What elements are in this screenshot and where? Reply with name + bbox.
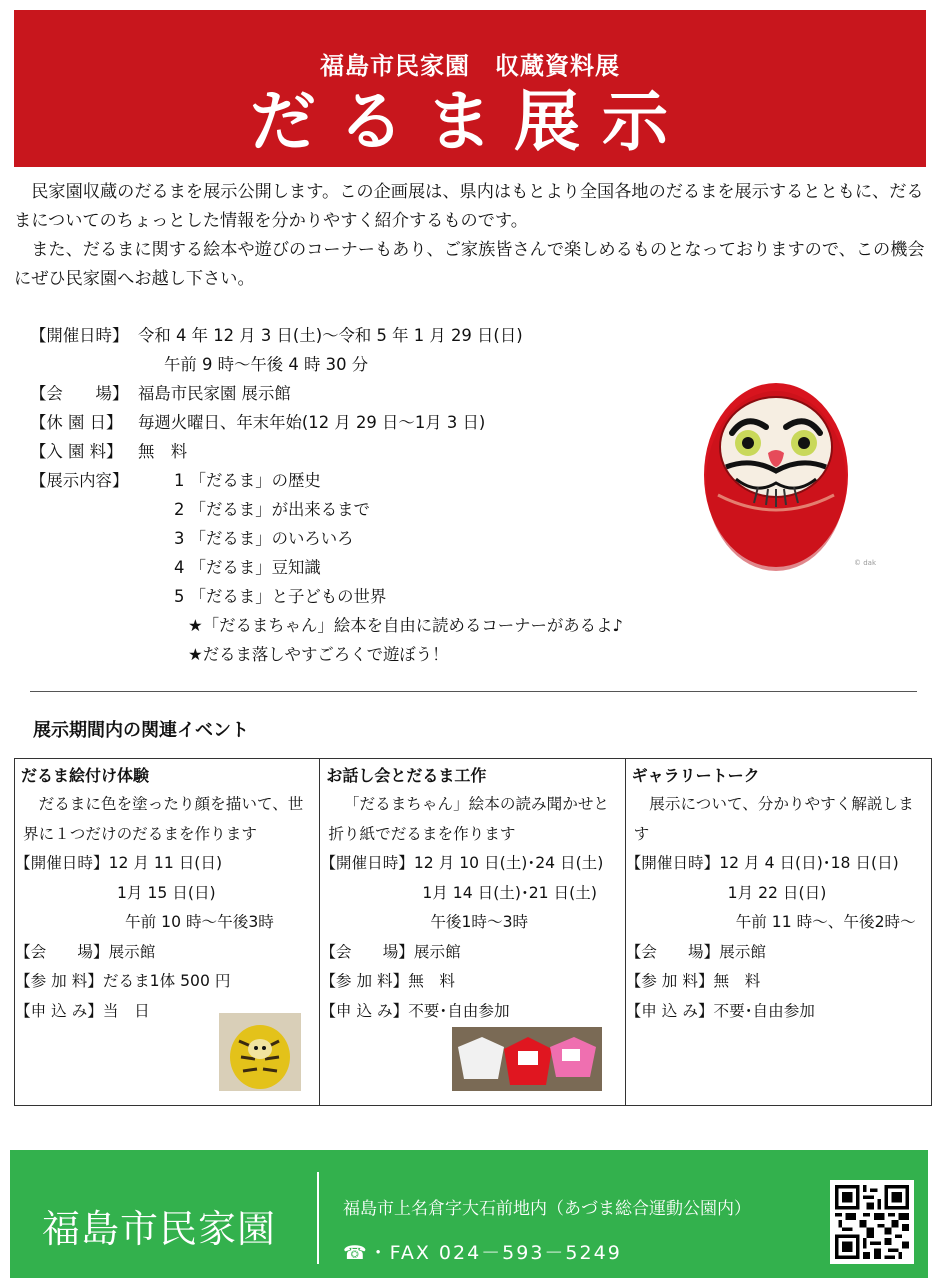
- event-venue: 【会 場】展示館: [320, 942, 461, 961]
- intro-paragraph-1: 民家園収蔵のだるまを展示公開します。この企画展は、県内はもとより全国各地のだるまを展示するとともに、だるまについてのちょっとした情報を分かりやすく紹介するものです。: [14, 182, 924, 231]
- banner-title: だるま展示: [250, 83, 690, 160]
- note-row: [30, 640, 623, 669]
- event-date: 1月 15 日(日): [117, 883, 216, 902]
- event-apply: 【申 込 み】不要･自由参加: [625, 1001, 815, 1020]
- title-banner: [14, 10, 926, 167]
- info-row-venue: [30, 379, 623, 408]
- event-card-gallery-talk: [626, 759, 931, 1105]
- intro-paragraph-2: また、だるまに関する絵本や遊びのコーナーもあり、ご家族皆さんで楽しめるものとなっておりますので、この機会にぜひ民家園へお越し下さい。: [14, 240, 925, 289]
- banner-subtitle: 福島市民家園 収蔵資料展: [320, 52, 620, 80]
- event-time: 午前 10 時～午後3時: [125, 913, 274, 931]
- origami-daruma-photo: [452, 1027, 602, 1091]
- facility-phone: ☎・FAX 024－593－5249: [343, 1242, 622, 1264]
- content-row: [30, 495, 623, 524]
- event-time: 午後1時～3時: [430, 913, 529, 931]
- note-row: [30, 611, 623, 640]
- event-time: 午前 11 時～、午後2時～: [735, 913, 916, 931]
- event-fee: 【参 加 料】だるま1体 500 円: [15, 972, 231, 990]
- event-description: 「だるまちゃん」絵本の読み聞かせと折り紙でだるまを作ります: [328, 795, 610, 843]
- events-table: [14, 758, 932, 1106]
- event-date: 1月 14 日(土)･21 日(土): [422, 883, 597, 902]
- info-label: 【会 場】: [30, 384, 129, 403]
- content-item: 1 「だるま」の歴史: [174, 471, 321, 490]
- content-item: 3 「だるま」のいろいろ: [174, 529, 354, 548]
- intro-text: [14, 178, 930, 294]
- event-title: お話し会とだるま工作: [326, 766, 487, 785]
- event-date: 【開催日時】12 月 11 日(日): [15, 854, 223, 872]
- event-card-storytime: [320, 759, 625, 1105]
- exhibition-info: [30, 321, 623, 669]
- events-heading: 展示期間内の関連イベント: [33, 720, 249, 741]
- info-value: 令和 4 年 12 月 3 日(土)～令和 5 年 1 月 29 日(日): [138, 326, 523, 345]
- facility-name: 福島市民家園: [42, 1207, 277, 1251]
- info-row-closed: [30, 408, 623, 437]
- info-row-fee: [30, 437, 623, 466]
- painted-daruma-photo: [219, 1013, 301, 1091]
- info-row-time: [30, 350, 623, 379]
- event-apply: 【申 込 み】当 日: [15, 1001, 150, 1020]
- event-title: だるま絵付け体験: [21, 766, 150, 785]
- info-row-date: [30, 321, 623, 350]
- info-row-content: [30, 466, 623, 495]
- content-item: 4 「だるま」豆知識: [174, 558, 321, 577]
- info-value: 無 料: [138, 442, 188, 461]
- event-venue: 【会 場】展示館: [15, 942, 156, 961]
- event-date: 【開催日時】12 月 4 日(日)･18 日(日): [625, 854, 899, 872]
- daruma-illustration: [696, 375, 856, 575]
- event-description: 展示について、分かりやすく解説します: [633, 795, 914, 843]
- content-row: [30, 553, 623, 582]
- content-item: 5 「だるま」と子どもの世界: [174, 587, 387, 606]
- note-item: ★「だるまちゃん」絵本を自由に読めるコーナーがあるよ♪: [188, 616, 623, 635]
- footer-bar: [10, 1150, 928, 1278]
- event-venue: 【会 場】展示館: [625, 942, 767, 961]
- event-apply: 【申 込 み】不要･自由参加: [320, 1001, 510, 1020]
- content-row: [30, 582, 623, 611]
- event-description: だるまに色を塗ったり顔を描いて、世界に１つだけのだるまを作ります: [23, 795, 304, 843]
- event-card-painting: [15, 759, 320, 1105]
- info-value: 午前 9 時～午後 4 時 30 分: [164, 355, 369, 374]
- footer-divider: [317, 1172, 319, 1264]
- content-item: 2 「だるま」が出来るまで: [174, 500, 370, 519]
- event-date: 1月 22 日(日): [727, 883, 827, 902]
- section-divider: [30, 691, 917, 692]
- event-title: ギャラリートーク: [631, 766, 760, 785]
- event-fee: 【参 加 料】無 料: [320, 972, 455, 990]
- facility-address: 福島市上名倉字大石前地内（あづま総合運動公園内）: [343, 1199, 751, 1219]
- info-value: 福島市民家園 展示館: [138, 384, 291, 403]
- event-date: 【開催日時】12 月 10 日(土)･24 日(土): [320, 854, 604, 872]
- info-label: 【休 園 日】: [30, 413, 123, 432]
- info-value: 毎週火曜日、年末年始(12 月 29 日～1月 3 日): [138, 413, 486, 432]
- note-item: ★だるま落しやすごろくで遊ぼう！: [188, 645, 449, 664]
- event-fee: 【参 加 料】無 料: [625, 972, 761, 990]
- qr-code-icon[interactable]: [830, 1180, 914, 1264]
- content-row: [30, 524, 623, 553]
- info-label: 【入 園 料】: [30, 442, 123, 461]
- info-label: 【展示内容】: [30, 471, 129, 490]
- info-label: 【開催日時】: [30, 326, 129, 345]
- image-credit: © dak: [854, 559, 877, 567]
